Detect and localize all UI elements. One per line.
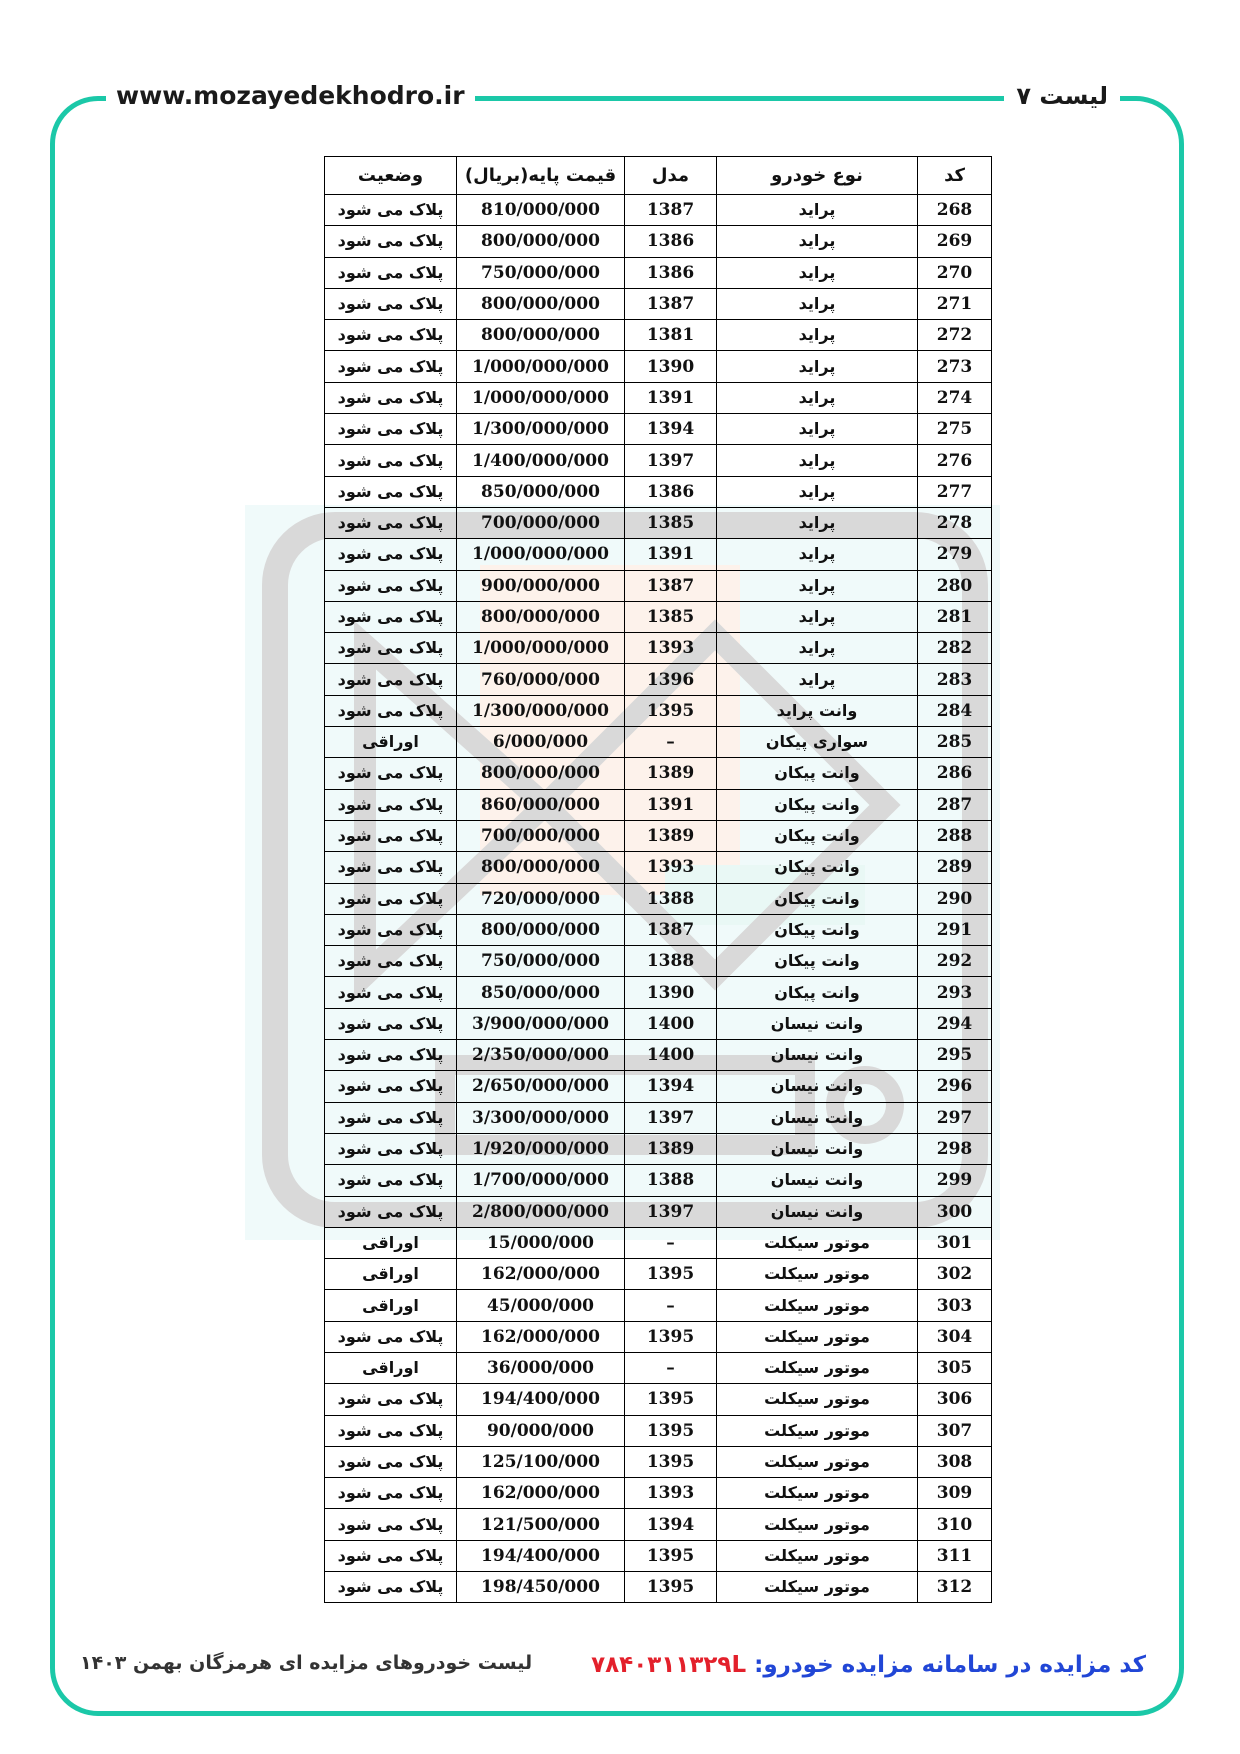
cell-code: 278 xyxy=(918,507,992,538)
cell-vehicle-type: پراید xyxy=(717,195,918,226)
cell-code: 290 xyxy=(918,883,992,914)
header-code: کد xyxy=(918,157,992,195)
cell-model: 1386 xyxy=(625,226,717,257)
cell-status: پلاک می شود xyxy=(325,789,457,820)
cell-status: پلاک می شود xyxy=(325,507,457,538)
cell-status: پلاک می شود xyxy=(325,1133,457,1164)
cell-base-price: 125/100/000 xyxy=(457,1446,625,1477)
cell-model: 1387 xyxy=(625,195,717,226)
cell-base-price: 1/300/000/000 xyxy=(457,414,625,445)
cell-vehicle-type: پراید xyxy=(717,226,918,257)
cell-base-price: 800/000/000 xyxy=(457,320,625,351)
cell-code: 286 xyxy=(918,758,992,789)
cell-status: پلاک می شود xyxy=(325,257,457,288)
cell-status: پلاک می شود xyxy=(325,664,457,695)
cell-vehicle-type: موتور سیکلت xyxy=(717,1259,918,1290)
cell-code: 287 xyxy=(918,789,992,820)
cell-code: 305 xyxy=(918,1352,992,1383)
cell-model: 1395 xyxy=(625,1384,717,1415)
cell-code: 272 xyxy=(918,320,992,351)
cell-code: 299 xyxy=(918,1165,992,1196)
cell-code: 283 xyxy=(918,664,992,695)
cell-model: 1390 xyxy=(625,351,717,382)
cell-model: 1395 xyxy=(625,1259,717,1290)
table-row xyxy=(325,476,992,507)
cell-base-price: 121/500/000 xyxy=(457,1509,625,1540)
cell-code: 281 xyxy=(918,601,992,632)
cell-status: اوراقی xyxy=(325,1352,457,1383)
table-row xyxy=(325,1509,992,1540)
table-row xyxy=(325,288,992,319)
cell-code: 312 xyxy=(918,1572,992,1603)
cell-code: 270 xyxy=(918,257,992,288)
cell-model: 1388 xyxy=(625,883,717,914)
table-row xyxy=(325,226,992,257)
cell-status: پلاک می شود xyxy=(325,1321,457,1352)
cell-base-price: 198/450/000 xyxy=(457,1572,625,1603)
table-row xyxy=(325,507,992,538)
cell-base-price: 45/000/000 xyxy=(457,1290,625,1321)
table-row xyxy=(325,789,992,820)
header-base-price: قیمت پایه(بریال) xyxy=(457,157,625,195)
cell-vehicle-type: موتور سیکلت xyxy=(717,1540,918,1571)
table-row xyxy=(325,1384,992,1415)
table-row xyxy=(325,1478,992,1509)
cell-model: 1397 xyxy=(625,1102,717,1133)
cell-vehicle-type: پراید xyxy=(717,664,918,695)
cell-model: 1387 xyxy=(625,914,717,945)
table-row xyxy=(325,946,992,977)
cell-base-price: 3/300/000/000 xyxy=(457,1102,625,1133)
cell-code: 311 xyxy=(918,1540,992,1571)
cell-model: 1385 xyxy=(625,601,717,632)
cell-model: 1389 xyxy=(625,1133,717,1164)
cell-code: 296 xyxy=(918,1071,992,1102)
cell-model: 1394 xyxy=(625,414,717,445)
cell-model: 1400 xyxy=(625,1008,717,1039)
table-row xyxy=(325,852,992,883)
cell-status: پلاک می شود xyxy=(325,1415,457,1446)
cell-base-price: 15/000/000 xyxy=(457,1227,625,1258)
cell-code: 282 xyxy=(918,633,992,664)
table-row xyxy=(325,1040,992,1071)
table-row xyxy=(325,1540,992,1571)
website-url: www.mozayedekhodro.ir xyxy=(106,79,475,113)
cell-base-price: 800/000/000 xyxy=(457,226,625,257)
cell-status: پلاک می شود xyxy=(325,977,457,1008)
cell-code: 294 xyxy=(918,1008,992,1039)
cell-model: 1381 xyxy=(625,320,717,351)
cell-base-price: 800/000/000 xyxy=(457,914,625,945)
cell-vehicle-type: وانت پیکان xyxy=(717,758,918,789)
cell-status: اوراقی xyxy=(325,1290,457,1321)
table-row xyxy=(325,633,992,664)
cell-base-price: 194/400/000 xyxy=(457,1540,625,1571)
cell-code: 301 xyxy=(918,1227,992,1258)
list-title: لیست خودروهای مزایده ای هرمزگان بهمن ۱۴۰۳ xyxy=(80,1652,533,1674)
cell-model: 1394 xyxy=(625,1509,717,1540)
cell-vehicle-type: وانت پیکان xyxy=(717,946,918,977)
cell-vehicle-type: پراید xyxy=(717,445,918,476)
table-row xyxy=(325,601,992,632)
cell-model: 1395 xyxy=(625,1321,717,1352)
auction-code-label: کد مزایده در سامانه مزایده خودرو: xyxy=(754,1652,1146,1678)
cell-code: 306 xyxy=(918,1384,992,1415)
cell-vehicle-type: وانت نیسان xyxy=(717,1133,918,1164)
cell-vehicle-type: وانت پیکان xyxy=(717,789,918,820)
cell-vehicle-type: موتور سیکلت xyxy=(717,1415,918,1446)
header-vehicle-type: نوع خودرو xyxy=(717,157,918,195)
cell-vehicle-type: سواری پیکان xyxy=(717,727,918,758)
cell-model: 1387 xyxy=(625,570,717,601)
table-row xyxy=(325,195,992,226)
cell-vehicle-type: وانت نیسان xyxy=(717,1102,918,1133)
cell-status: پلاک می شود xyxy=(325,351,457,382)
cell-code: 285 xyxy=(918,727,992,758)
cell-status: اوراقی xyxy=(325,1227,457,1258)
cell-status: پلاک می شود xyxy=(325,570,457,601)
cell-base-price: 750/000/000 xyxy=(457,946,625,977)
cell-status: پلاک می شود xyxy=(325,226,457,257)
cell-code: 302 xyxy=(918,1259,992,1290)
cell-status: پلاک می شود xyxy=(325,820,457,851)
cell-base-price: 800/000/000 xyxy=(457,288,625,319)
cell-vehicle-type: وانت پیکان xyxy=(717,820,918,851)
cell-status: پلاک می شود xyxy=(325,914,457,945)
cell-model: 1389 xyxy=(625,758,717,789)
cell-vehicle-type: وانت پیکان xyxy=(717,977,918,1008)
cell-model: 1386 xyxy=(625,257,717,288)
cell-code: 298 xyxy=(918,1133,992,1164)
cell-base-price: 800/000/000 xyxy=(457,601,625,632)
cell-vehicle-type: وانت نیسان xyxy=(717,1071,918,1102)
cell-code: 307 xyxy=(918,1415,992,1446)
cell-code: 277 xyxy=(918,476,992,507)
cell-status: پلاک می شود xyxy=(325,1165,457,1196)
cell-vehicle-type: پراید xyxy=(717,382,918,413)
cell-base-price: 90/000/000 xyxy=(457,1415,625,1446)
cell-code: 288 xyxy=(918,820,992,851)
cell-vehicle-type: وانت نیسان xyxy=(717,1165,918,1196)
table-row xyxy=(325,414,992,445)
cell-model: 1395 xyxy=(625,1415,717,1446)
cell-vehicle-type: موتور سیکلت xyxy=(717,1446,918,1477)
table-row xyxy=(325,727,992,758)
auction-code-line xyxy=(591,1652,1146,1678)
cell-code: 303 xyxy=(918,1290,992,1321)
table-row xyxy=(325,977,992,1008)
cell-code: 268 xyxy=(918,195,992,226)
cell-code: 276 xyxy=(918,445,992,476)
cell-model: 1397 xyxy=(625,1196,717,1227)
cell-vehicle-type: پراید xyxy=(717,320,918,351)
table-row xyxy=(325,320,992,351)
cell-model: – xyxy=(625,1227,717,1258)
cell-status: پلاک می شود xyxy=(325,1102,457,1133)
cell-vehicle-type: موتور سیکلت xyxy=(717,1321,918,1352)
table-row xyxy=(325,1008,992,1039)
cell-base-price: 1/000/000/000 xyxy=(457,633,625,664)
cell-vehicle-type: وانت پراید xyxy=(717,695,918,726)
table-row xyxy=(325,883,992,914)
cell-base-price: 1/000/000/000 xyxy=(457,351,625,382)
cell-base-price: 36/000/000 xyxy=(457,1352,625,1383)
cell-vehicle-type: پراید xyxy=(717,257,918,288)
cell-code: 289 xyxy=(918,852,992,883)
cell-base-price: 2/800/000/000 xyxy=(457,1196,625,1227)
table-row xyxy=(325,695,992,726)
cell-base-price: 3/900/000/000 xyxy=(457,1008,625,1039)
cell-base-price: 720/000/000 xyxy=(457,883,625,914)
cell-vehicle-type: موتور سیکلت xyxy=(717,1352,918,1383)
cell-code: 304 xyxy=(918,1321,992,1352)
cell-status: پلاک می شود xyxy=(325,382,457,413)
cell-status: پلاک می شود xyxy=(325,1196,457,1227)
cell-status: پلاک می شود xyxy=(325,1478,457,1509)
cell-status: پلاک می شود xyxy=(325,414,457,445)
list-number: لیست ۷ xyxy=(1004,79,1120,113)
cell-status: پلاک می شود xyxy=(325,1008,457,1039)
cell-model: 1389 xyxy=(625,820,717,851)
cell-model: 1393 xyxy=(625,1478,717,1509)
cell-model: 1393 xyxy=(625,852,717,883)
table-row xyxy=(325,1321,992,1352)
cell-code: 291 xyxy=(918,914,992,945)
cell-base-price: 6/000/000 xyxy=(457,727,625,758)
cell-model: 1388 xyxy=(625,1165,717,1196)
table-row xyxy=(325,664,992,695)
cell-model: 1393 xyxy=(625,633,717,664)
cell-model: 1391 xyxy=(625,382,717,413)
table-row xyxy=(325,1071,992,1102)
auction-code: ۷۸۴۰۳۱۱۳۲۹L xyxy=(591,1652,747,1678)
cell-base-price: 760/000/000 xyxy=(457,664,625,695)
cell-status: اوراقی xyxy=(325,727,457,758)
table-row xyxy=(325,1290,992,1321)
table-row xyxy=(325,1165,992,1196)
table-row xyxy=(325,1259,992,1290)
cell-code: 269 xyxy=(918,226,992,257)
cell-vehicle-type: پراید xyxy=(717,539,918,570)
cell-code: 279 xyxy=(918,539,992,570)
cell-model: – xyxy=(625,1352,717,1383)
table-row xyxy=(325,1227,992,1258)
cell-code: 310 xyxy=(918,1509,992,1540)
cell-model: 1395 xyxy=(625,695,717,726)
cell-model: 1388 xyxy=(625,946,717,977)
cell-status: پلاک می شود xyxy=(325,852,457,883)
cell-status: پلاک می شود xyxy=(325,539,457,570)
cell-code: 295 xyxy=(918,1040,992,1071)
cell-vehicle-type: پراید xyxy=(717,288,918,319)
cell-model: 1394 xyxy=(625,1071,717,1102)
table-header-row xyxy=(325,157,992,195)
cell-code: 284 xyxy=(918,695,992,726)
table-row xyxy=(325,257,992,288)
cell-base-price: 750/000/000 xyxy=(457,257,625,288)
table-row xyxy=(325,820,992,851)
cell-code: 274 xyxy=(918,382,992,413)
cell-code: 308 xyxy=(918,1446,992,1477)
cell-model: 1396 xyxy=(625,664,717,695)
vehicle-table xyxy=(324,156,992,1603)
cell-model: 1391 xyxy=(625,539,717,570)
cell-status: پلاک می شود xyxy=(325,1446,457,1477)
cell-vehicle-type: وانت نیسان xyxy=(717,1008,918,1039)
cell-status: پلاک می شود xyxy=(325,1384,457,1415)
cell-code: 300 xyxy=(918,1196,992,1227)
table-row xyxy=(325,570,992,601)
cell-vehicle-type: وانت نیسان xyxy=(717,1040,918,1071)
cell-base-price: 850/000/000 xyxy=(457,977,625,1008)
cell-base-price: 162/000/000 xyxy=(457,1321,625,1352)
table-row xyxy=(325,1102,992,1133)
cell-status: اوراقی xyxy=(325,1259,457,1290)
table-row xyxy=(325,1352,992,1383)
cell-model: 1386 xyxy=(625,476,717,507)
table-row xyxy=(325,1133,992,1164)
cell-vehicle-type: پراید xyxy=(717,570,918,601)
cell-code: 275 xyxy=(918,414,992,445)
cell-base-price: 2/350/000/000 xyxy=(457,1040,625,1071)
cell-vehicle-type: پراید xyxy=(717,507,918,538)
cell-model: 1395 xyxy=(625,1446,717,1477)
cell-status: پلاک می شود xyxy=(325,320,457,351)
cell-vehicle-type: وانت پیکان xyxy=(717,883,918,914)
cell-code: 297 xyxy=(918,1102,992,1133)
table-row xyxy=(325,1572,992,1603)
table-row xyxy=(325,1415,992,1446)
cell-base-price: 800/000/000 xyxy=(457,852,625,883)
cell-base-price: 850/000/000 xyxy=(457,476,625,507)
table-row xyxy=(325,1196,992,1227)
cell-vehicle-type: موتور سیکلت xyxy=(717,1290,918,1321)
cell-vehicle-type: موتور سیکلت xyxy=(717,1384,918,1415)
cell-status: پلاک می شود xyxy=(325,476,457,507)
cell-base-price: 900/000/000 xyxy=(457,570,625,601)
cell-base-price: 700/000/000 xyxy=(457,507,625,538)
cell-model: 1397 xyxy=(625,445,717,476)
cell-base-price: 810/000/000 xyxy=(457,195,625,226)
cell-vehicle-type: پراید xyxy=(717,633,918,664)
cell-status: پلاک می شود xyxy=(325,1040,457,1071)
cell-model: 1395 xyxy=(625,1572,717,1603)
table-row xyxy=(325,351,992,382)
cell-status: پلاک می شود xyxy=(325,195,457,226)
cell-status: پلاک می شود xyxy=(325,1509,457,1540)
cell-base-price: 162/000/000 xyxy=(457,1259,625,1290)
header-model: مدل xyxy=(625,157,717,195)
cell-base-price: 162/000/000 xyxy=(457,1478,625,1509)
table-row xyxy=(325,539,992,570)
table-row xyxy=(325,758,992,789)
table-row xyxy=(325,445,992,476)
cell-vehicle-type: موتور سیکلت xyxy=(717,1572,918,1603)
cell-status: پلاک می شود xyxy=(325,758,457,789)
cell-vehicle-type: موتور سیکلت xyxy=(717,1478,918,1509)
cell-status: پلاک می شود xyxy=(325,601,457,632)
cell-model: 1395 xyxy=(625,1540,717,1571)
cell-code: 273 xyxy=(918,351,992,382)
cell-code: 271 xyxy=(918,288,992,319)
cell-model: – xyxy=(625,727,717,758)
cell-base-price: 2/650/000/000 xyxy=(457,1071,625,1102)
cell-status: پلاک می شود xyxy=(325,445,457,476)
cell-base-price: 1/000/000/000 xyxy=(457,382,625,413)
cell-status: پلاک می شود xyxy=(325,946,457,977)
cell-vehicle-type: وانت نیسان xyxy=(717,1196,918,1227)
cell-vehicle-type: پراید xyxy=(717,601,918,632)
cell-status: پلاک می شود xyxy=(325,883,457,914)
cell-model: 1390 xyxy=(625,977,717,1008)
cell-vehicle-type: وانت پیکان xyxy=(717,914,918,945)
cell-status: پلاک می شود xyxy=(325,1540,457,1571)
cell-vehicle-type: وانت پیکان xyxy=(717,852,918,883)
table-row xyxy=(325,914,992,945)
cell-status: پلاک می شود xyxy=(325,1071,457,1102)
table-row xyxy=(325,382,992,413)
cell-base-price: 1/400/000/000 xyxy=(457,445,625,476)
cell-base-price: 1/000/000/000 xyxy=(457,539,625,570)
cell-vehicle-type: موتور سیکلت xyxy=(717,1509,918,1540)
cell-status: پلاک می شود xyxy=(325,1572,457,1603)
cell-code: 280 xyxy=(918,570,992,601)
cell-base-price: 860/000/000 xyxy=(457,789,625,820)
cell-vehicle-type: پراید xyxy=(717,414,918,445)
cell-base-price: 194/400/000 xyxy=(457,1384,625,1415)
cell-status: پلاک می شود xyxy=(325,288,457,319)
cell-base-price: 1/300/000/000 xyxy=(457,695,625,726)
cell-code: 293 xyxy=(918,977,992,1008)
cell-base-price: 1/700/000/000 xyxy=(457,1165,625,1196)
cell-model: 1391 xyxy=(625,789,717,820)
vehicle-table-wrapper xyxy=(324,156,992,1603)
cell-vehicle-type: پراید xyxy=(717,351,918,382)
cell-model: – xyxy=(625,1290,717,1321)
cell-status: پلاک می شود xyxy=(325,633,457,664)
cell-vehicle-type: پراید xyxy=(717,476,918,507)
cell-status: پلاک می شود xyxy=(325,695,457,726)
cell-model: 1400 xyxy=(625,1040,717,1071)
cell-base-price: 800/000/000 xyxy=(457,758,625,789)
cell-model: 1385 xyxy=(625,507,717,538)
table-row xyxy=(325,1446,992,1477)
cell-vehicle-type: موتور سیکلت xyxy=(717,1227,918,1258)
cell-code: 309 xyxy=(918,1478,992,1509)
cell-code: 292 xyxy=(918,946,992,977)
cell-model: 1387 xyxy=(625,288,717,319)
cell-base-price: 700/000/000 xyxy=(457,820,625,851)
cell-base-price: 1/920/000/000 xyxy=(457,1133,625,1164)
header-status: وضعیت xyxy=(325,157,457,195)
